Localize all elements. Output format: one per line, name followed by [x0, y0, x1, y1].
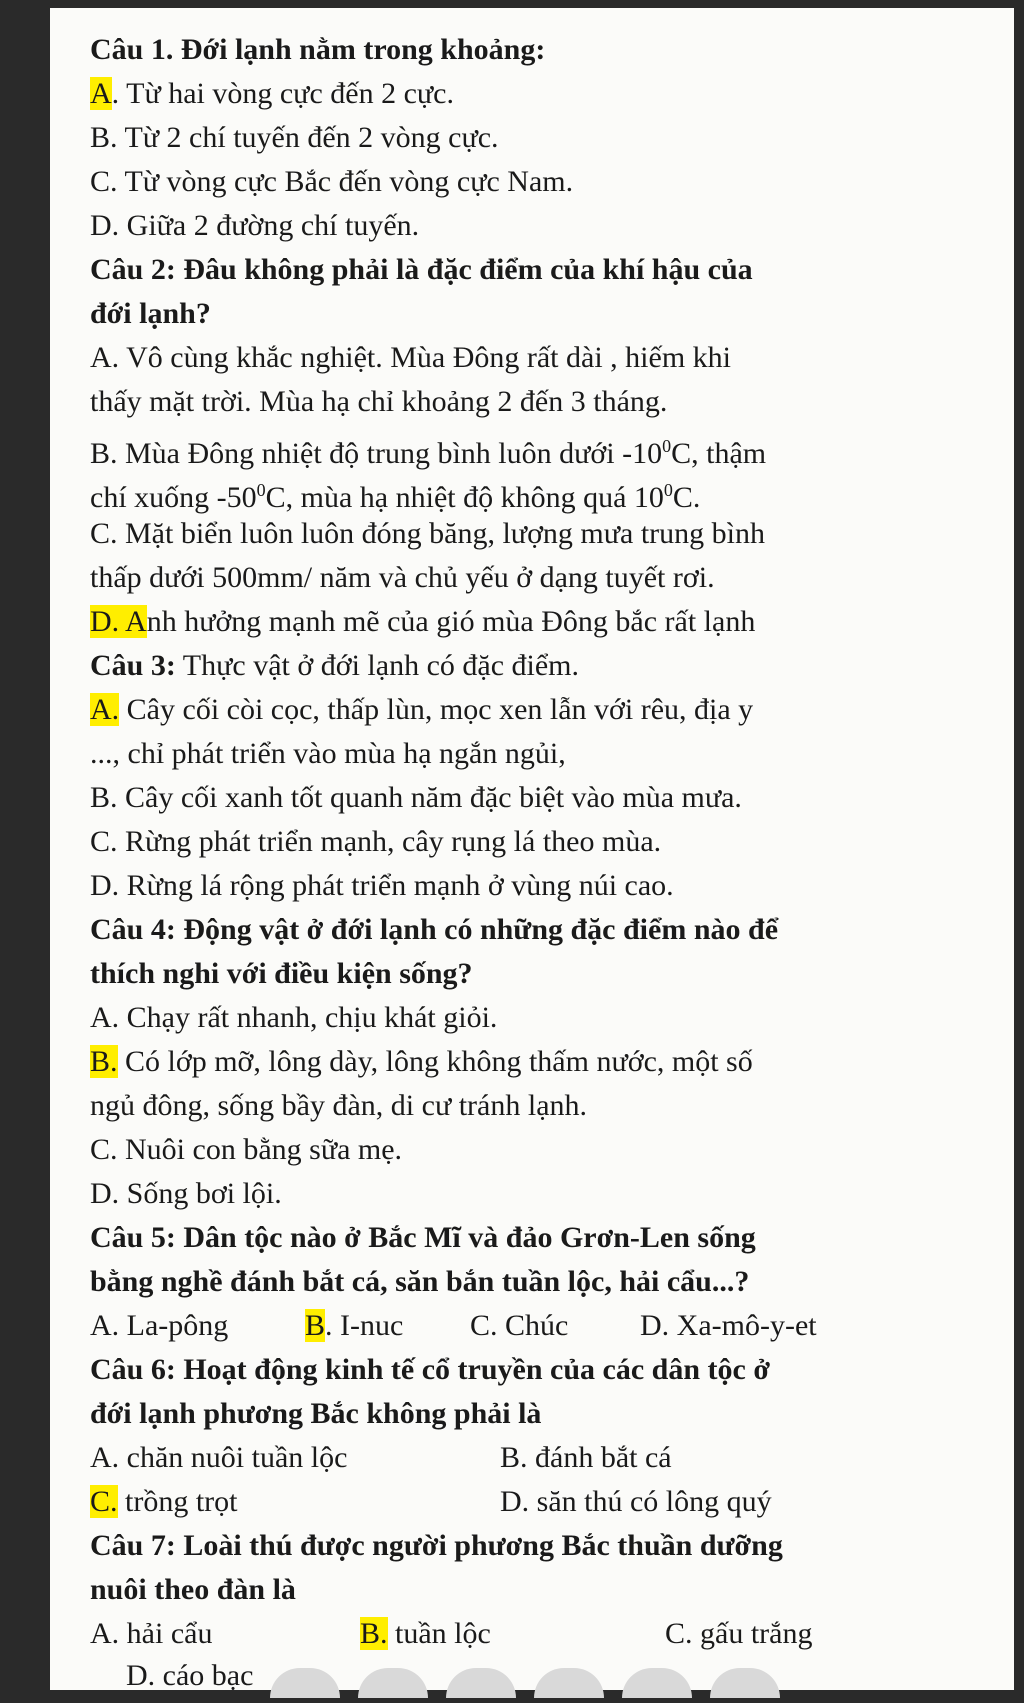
option-text: trồng trọt	[117, 1485, 238, 1518]
question-7-option-d: D. cáo bạc	[126, 1659, 254, 1692]
page-dot	[710, 1668, 780, 1698]
option-text: C.	[672, 481, 701, 514]
page-dot	[446, 1668, 516, 1698]
question-6-option-b: B. đánh bắt cá	[500, 1441, 672, 1474]
document-page	[50, 8, 1014, 1690]
question-4-option-b	[90, 1042, 753, 1082]
question-5-title: Câu 5: Dân tộc nào ở Bắc Mĩ và đảo Grơn-Len sống	[90, 1221, 756, 1254]
option-text: . I-nuc	[325, 1309, 404, 1342]
question-6-option-d: D. săn thú có lông quý	[500, 1485, 772, 1518]
question-text: Thực vật ở đới lạnh có đặc điểm.	[175, 649, 579, 682]
option-text: C, mùa hạ nhiệt độ không quá 10	[265, 481, 664, 514]
question-7-option-b	[360, 1614, 491, 1654]
answer-highlight: A.	[90, 693, 120, 726]
question-2-option-b	[90, 426, 767, 470]
question-5-option-a: A. La-pông	[90, 1309, 229, 1342]
question-2-option-a-cont: thấy mặt trời. Mùa hạ chỉ khoảng 2 đến 3 tháng.	[90, 385, 668, 418]
page-dot	[358, 1668, 428, 1698]
question-6-option-a: A. chăn nuôi tuần lộc	[90, 1441, 348, 1474]
question-6-title: Câu 6: Hoạt động kinh tế cổ truyền của các dân tộc ở	[90, 1353, 770, 1386]
page-dot	[534, 1668, 604, 1698]
question-3-option-b: B. Cây cối xanh tốt quanh năm đặc biệt vào mùa mưa.	[90, 781, 742, 814]
question-2-option-c: C. Mặt biển luôn luôn đóng băng, lượng mưa trung bình	[90, 517, 765, 550]
question-6-options-row-2	[90, 1482, 990, 1522]
answer-highlight: B	[305, 1309, 326, 1342]
question-1-option-b: B. Từ 2 chí tuyến đến 2 vòng cực.	[90, 121, 499, 154]
question-3-option-c: C. Rừng phát triển mạnh, cây rụng lá theo mùa.	[90, 825, 662, 858]
question-2-option-d	[90, 602, 755, 642]
question-3-option-d: D. Rừng lá rộng phát triển mạnh ở vùng núi cao.	[90, 869, 674, 902]
option-text: chí xuống -50	[90, 481, 257, 514]
option-text: Cây cối còi cọc, thấp lùn, mọc xen lẫn với rêu, địa y	[119, 693, 754, 726]
question-4-title: Câu 4: Động vật ở đới lạnh có những đặc điểm nào để	[90, 913, 779, 946]
answer-highlight: B.	[360, 1617, 388, 1650]
question-7-option-a: A. hải cẩu	[90, 1617, 213, 1650]
question-7-title: Câu 7: Loài thú được người phương Bắc thuần dưỡng	[90, 1529, 783, 1562]
question-6-title-cont: đới lạnh phương Bắc không phải là	[90, 1397, 542, 1430]
question-4-option-a: A. Chạy rất nhanh, chịu khát giỏi.	[90, 1001, 498, 1034]
option-text: tuần lộc	[387, 1617, 491, 1650]
option-text: Có lớp mỡ, lông dày, lông không thấm nước, một số	[117, 1045, 753, 1078]
option-text: nh hưởng mạnh mẽ của gió mùa Đông bắc rất lạnh	[146, 605, 756, 638]
question-7-option-c: C. gấu trắng	[665, 1617, 813, 1650]
question-5-options	[90, 1306, 990, 1346]
question-5-title-cont: bằng nghề đánh bắt cá, săn bắn tuần lộc, hải cẩu...?	[90, 1265, 750, 1298]
question-3-option-a	[90, 690, 753, 730]
question-1-option-c: C. Từ vòng cực Bắc đến vòng cực Nam.	[90, 165, 574, 198]
page-indicator	[270, 1668, 798, 1703]
superscript: 0	[663, 480, 673, 500]
question-2-title: Câu 2: Đâu không phải là đặc điểm của khí hậu của	[90, 253, 753, 286]
option-text: B. Mùa Đông nhiệt độ trung bình luôn dưới -10	[90, 437, 663, 470]
question-4-option-c: C. Nuôi con bằng sữa mẹ.	[90, 1133, 403, 1166]
page-dot	[622, 1668, 692, 1698]
answer-highlight: B.	[90, 1045, 118, 1078]
question-1-title: Câu 1. Đới lạnh nằm trong khoảng:	[90, 33, 546, 66]
question-label: Câu 3:	[90, 649, 176, 682]
question-7-options	[90, 1614, 990, 1654]
question-2-option-c-cont: thấp dưới 500mm/ năm và chủ yếu ở dạng tuyết rơi.	[90, 561, 715, 594]
superscript: 0	[662, 436, 672, 456]
question-1-option-a	[90, 74, 454, 114]
answer-highlight: C.	[90, 1485, 118, 1518]
question-4-option-b-cont: ngủ đông, sống bầy đàn, di cư tránh lạnh.	[90, 1089, 588, 1122]
question-5-option-c: C. Chúc	[470, 1309, 569, 1342]
question-5-option-b	[305, 1306, 403, 1346]
option-text: C, thậm	[671, 437, 767, 470]
option-text: . Từ hai vòng cực đến 2 cực.	[111, 77, 454, 110]
question-1-option-d: D. Giữa 2 đường chí tuyến.	[90, 209, 420, 242]
question-6-option-c	[90, 1482, 238, 1522]
question-7-title-cont: nuôi theo đàn là	[90, 1573, 296, 1606]
answer-highlight: A	[90, 77, 112, 110]
page-dot	[270, 1668, 340, 1698]
question-4-option-d: D. Sống bơi lội.	[90, 1177, 282, 1210]
question-2-option-b-cont	[90, 470, 701, 514]
question-4-title-cont: thích nghi với điều kiện sống?	[90, 957, 473, 990]
question-3-title	[90, 646, 579, 686]
question-5-option-d: D. Xa-mô-y-et	[640, 1309, 817, 1342]
question-3-option-a-cont: ..., chỉ phát triển vào mùa hạ ngắn ngủi,	[90, 737, 566, 770]
question-2-title-cont: đới lạnh?	[90, 297, 211, 330]
superscript: 0	[256, 480, 266, 500]
answer-highlight: D. A	[90, 605, 147, 638]
question-2-option-a: A. Vô cùng khắc nghiệt. Mùa Đông rất dài , hiếm khi	[90, 341, 731, 374]
question-6-options-row-1	[90, 1438, 990, 1478]
